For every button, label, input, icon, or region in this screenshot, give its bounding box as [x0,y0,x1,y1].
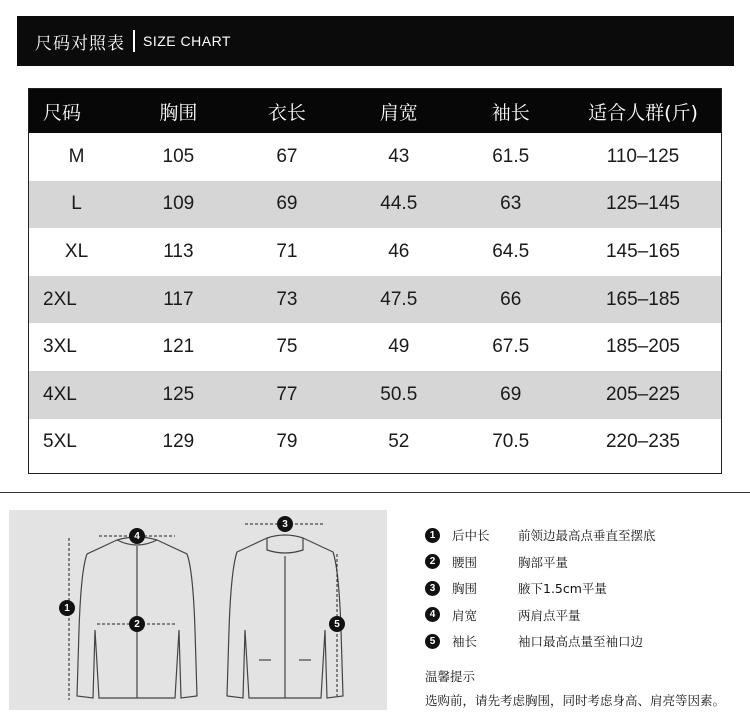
cell-length: 71 [276,240,298,262]
col-header-chest: 胸围 [124,89,233,133]
title-cn: 尺码对照表 [35,33,125,54]
marker-3: 3 [277,516,293,532]
cell-length: 77 [233,371,342,419]
col-header-weight: 适合人群(斤) [565,89,721,133]
legend-desc: 胸部平量 [518,554,569,570]
cell-sleeve: 63 [456,181,565,229]
cell-sleeve: 66 [456,276,565,324]
cell-shoulder: 50.5 [341,371,456,419]
col-header-size: 尺码 [29,89,124,133]
cell-chest: 113 [163,240,194,262]
table-row [29,419,721,467]
title-separator [133,30,135,52]
legend-number: 4 [425,607,440,622]
cell-weight: 185–205 [605,336,680,358]
marker-4: 4 [129,528,145,544]
cell-weight: 205–225 [565,371,721,419]
col-header-length: 衣长 [233,89,342,133]
cell-size: M [68,145,85,167]
header-bar [17,16,734,66]
legend-number: 1 [425,528,440,543]
legend-name: 肩宽 [452,607,478,623]
legend-desc: 两肩点平量 [518,607,581,623]
legend-name: 腰围 [452,554,478,570]
legend-number: 5 [425,634,440,649]
table-row [29,228,721,276]
table-row [29,133,721,181]
legend-number: 2 [425,554,440,569]
table-row [29,181,721,229]
size-table [29,89,721,466]
cell-sleeve: 69 [456,371,565,419]
cell-chest: 109 [124,181,233,229]
table-row [29,276,721,324]
cell-length: 67 [276,145,298,167]
table-row [29,371,721,419]
cell-weight: 145–165 [605,240,680,262]
legend-item [425,575,745,602]
marker-2: 2 [129,616,145,632]
legend-desc: 腋下1.5cm平量 [518,581,607,597]
cell-length: 73 [233,276,342,324]
section-divider [0,492,750,493]
title-en: SIZE CHART [143,33,231,49]
cell-chest: 125 [124,371,233,419]
cell-shoulder: 52 [388,431,410,453]
cell-length: 69 [233,181,342,229]
tips-text: 选购前，请先考虑胸围，同时考虑身高、肩亮等因素。 [425,692,726,708]
cell-shoulder: 46 [388,240,410,262]
legend-item [425,602,745,629]
legend-item [425,549,745,576]
cell-sleeve: 70.5 [492,431,530,453]
legend-desc: 袖口最高点量至袖口边 [518,634,644,650]
cell-weight: 165–185 [565,276,721,324]
col-header-shoulder: 肩宽 [341,89,456,133]
legend-desc: 前领边最高点垂直至摆底 [518,528,656,544]
cell-size: XL [64,240,89,262]
cell-chest: 121 [162,336,195,358]
legend-item [425,628,745,655]
cell-weight: 110–125 [606,145,680,167]
cell-chest: 129 [162,431,195,453]
cell-length: 75 [276,336,298,358]
cell-sleeve: 61.5 [492,145,530,167]
cell-shoulder: 47.5 [341,276,456,324]
cell-size: 4XL [29,371,124,419]
legend-number: 3 [425,581,440,596]
cell-weight: 125–145 [565,181,721,229]
legend-item [425,522,745,549]
marker-5: 5 [329,616,345,632]
cell-size: 5XL [43,431,77,453]
cell-size: 3XL [43,336,77,358]
cell-chest: 117 [124,276,233,324]
measurement-diagram [9,510,387,710]
tips-title: 温馨提示 [425,668,476,684]
legend-name: 后中长 [452,528,490,544]
cell-sleeve: 67.5 [492,336,530,358]
cell-weight: 220–235 [605,431,680,453]
cell-chest: 105 [162,145,195,167]
cell-length: 79 [276,431,298,453]
table-row [29,323,721,371]
cell-shoulder: 44.5 [341,181,456,229]
marker-1: 1 [59,600,75,616]
legend-name: 胸围 [452,581,478,597]
legend-name: 袖长 [452,634,478,650]
cell-size: L [29,181,124,229]
cell-shoulder: 43 [388,145,410,167]
measurement-legend [425,522,745,709]
size-table-frame [28,88,722,474]
table-header-row [29,89,721,133]
cell-size: 2XL [29,276,124,324]
cell-shoulder: 49 [388,336,410,358]
col-header-sleeve: 袖长 [456,89,565,133]
cell-sleeve: 64.5 [492,240,530,262]
